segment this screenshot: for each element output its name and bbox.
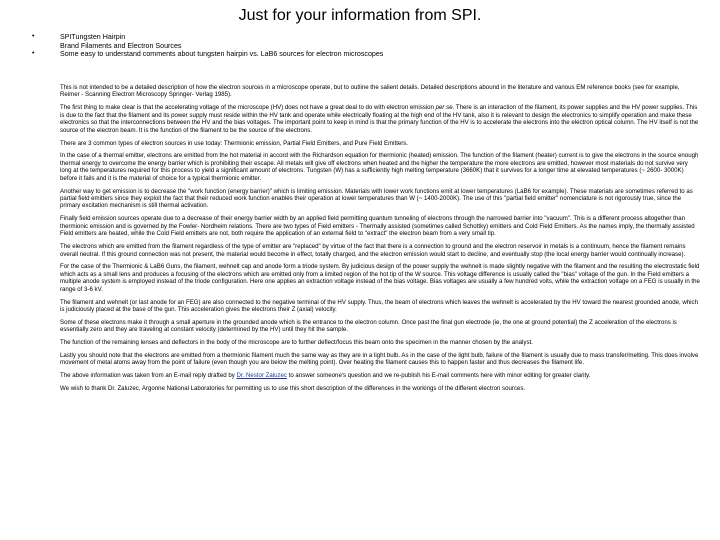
paragraph-text: . There is an interaction of the filament, its power supplies and the HV power supplies. This is due to the fact that the filament and its power supply must reside within the HV tank and operate while electrically floating at the high end of the HV tank, also it is relevant to design the electronics to simplify operation and make these electronics so that the interconnections between the HV and the bias voltages. The important point to keep in mind is that the primary function of the HV is to accelerate the electrons into the electron optical column. The HV itself is not the source of the electron beam. It is the function of the filament to be the source of the electrons. xyxy=(60,104,699,134)
bullet-item xyxy=(32,50,692,59)
emphasis-text: per se xyxy=(435,104,453,112)
paragraph-text: The above information was taken from an E-mail reply drafted by xyxy=(60,372,235,380)
bullet-list xyxy=(32,33,692,59)
paragraph: The electrons which are emitted from the filament regardless of the type of emitter are "replaced" by virtue of the fact that there is a connection to ground and the electron reservoir in metals is a continuum, hence the filament remains overall neutral. If this ground connection was not present, the material would become in effect, totally charged, and the electron emission would start to decline, and eventually stop (the local energy barrier would continually increase). xyxy=(60,243,686,258)
paragraph-text: The first thing to make clear is that the accelerating voltage of the microscope (HV) does not have a great deal to do with electron emission xyxy=(60,104,434,112)
paragraph: The function of the remaining lenses and deflectors in the body of the microscope are to further deflect/focus this beam onto the specimen in the manner chosen by the analyst. xyxy=(60,339,533,347)
paragraph: The filament and wehnelt (or last anode for an FEG) are also connected to the negative terminal of the HV supply. Thus, the beam of electrons which leaves the wehnelt is accelerated by the HV toward the nearest grounded anode, which is judiciously placed at the base of the gun. This acceleration gives the electrons their Z (axial) velocity. xyxy=(60,298,698,313)
bullet-text: SPITungsten Hairpin xyxy=(60,33,126,41)
paragraph xyxy=(60,372,700,379)
paragraph: This is not intended to be a detailed description of how the electron sources in a microscope operate, but to outline the salient details. Detailed descriptions abound in the literature and various EM reference books (see for example, Reimer - Scanning Electron Microscopy Springer- Verlag 1985). xyxy=(60,84,680,99)
paragraph: Lastly you should note that the electrons are emitted from a thermionic filament much the same way as they are in a light bulb. As in the case of the light bulb, failure of the filament is usually due to mass transfer/melting. This does involve movement of metal atoms away from the point of failure (even though you are below the melting point). Over heating the filament causes this to happen faster and thus decreases the filament life. xyxy=(60,351,699,367)
paragraph: Another way to get emission is to decrease the "work function (energy barrier)" which is limiting emission. Materials with lower work functions emit at lower temperatures (LaB6 for example). These materials are sometimes referred to as partial field emitters since they exploit the fact that their reduced work function enables their operation at lower temperatures than W (~ 1400-2000K). The use of this "partial field emitter" nomenclature is not rigorously true, since the primary excitation mechanism is still thermal activation. xyxy=(60,187,693,210)
bullet-item xyxy=(32,33,692,50)
bullet-icon: • xyxy=(32,33,35,40)
bullet-icon: • xyxy=(32,50,35,58)
author-link[interactable]: Dr. Nestor Zaluzec xyxy=(236,372,287,380)
paragraph: In the case of a thermal emitter, electrons are emitted from the hot material in accord with the Richardson equation for thermionic (heated) emission. The function of the filament (heater) current is to give the electrons in the source enough thermal energy to overcome the energy barrier which is prohibiting their escape. All metals will give off electrons when heated and the higher the temperature the more electrons are emitted, however most materials do not survive very long at the temperatures required for this process to yield a significant amount of electrons. Tungsten (W) has a sufficiently high melting temperature (3660K) that it survives for a longer time at elevated temperatures (~ 2600- 3000K) before it fails and it is the material of choice for a typical thermionic emitter. xyxy=(60,152,699,182)
paragraph: There are 3 common types of electron sources in use today: Thermionic emission, Partial Field Emitters, and Pure Field Emitters. xyxy=(60,139,409,147)
bullet-text: Some easy to understand comments about tungsten hairpin vs. LaB6 sources for electron microscopes xyxy=(60,50,384,59)
paragraph: For the case of the Thermionic & LaB6 Guns, the filament, wehnelt cap and anode form a triode system. By judicious design of the power supply the wehnelt is made slightly negative with the filament and the resulting the electrostatic field which acts as a small lens and produces a focusing of the electrons which are emitted only from a limited region of the hot tip of the W source. This voltage difference is usually called the "bias" voltage of the gun. In the Field emitters a multiple anode system is employed instead of the triode configuration. Here one applies an extraction voltage instead of the bias voltage. Bias voltages are usually a few hundred volts, while the extraction voltage on a FEG is usually in the range of 3-6 kV. xyxy=(60,263,700,293)
paragraph xyxy=(60,104,700,134)
bullet-text: Brand Filaments and Electron Sources xyxy=(60,41,182,50)
article-body xyxy=(60,84,700,398)
paragraph: We wish to thank Dr. Zaluzec, Argonne National Laboratories for permitting us to use this short description of the differences in the workings of the different electron sources. xyxy=(60,385,526,393)
page-title: Just for your information from SPI. xyxy=(238,7,482,24)
paragraph: Some of these electrons make it through a small aperture in the grounded anode which is the entrance to the electron column. Once past the final gun electrode (ie, the one at ground potential) the Z acceleration of the electrons is essentially zero and they are traveling at constant velocity (determined by the HV) until they hit the sample. xyxy=(60,318,677,334)
paragraph: Finally field emission sources operate due to a decrease of their energy barrier width by an applied field permitting quantum tunneling of electrons through the narrowed barrier into "vacuum". This is a different process altogether than thermionic emission and is governed by the Fowler- Nordheim relations. There are two types of Field emitters - Thermally assisted (sometimes called Schottky) emitters and Cold Field Emitters. As the names imply, the thermally assisted Field emitters are heated, while the Cold Field emitters are not, both require the application of an external field to "extract" the electron beam from a very small tip. xyxy=(60,215,695,238)
paragraph-text: to answer someone's question and we re-publish his E-mail comments here with minor editing for greater clarity. xyxy=(288,372,591,380)
